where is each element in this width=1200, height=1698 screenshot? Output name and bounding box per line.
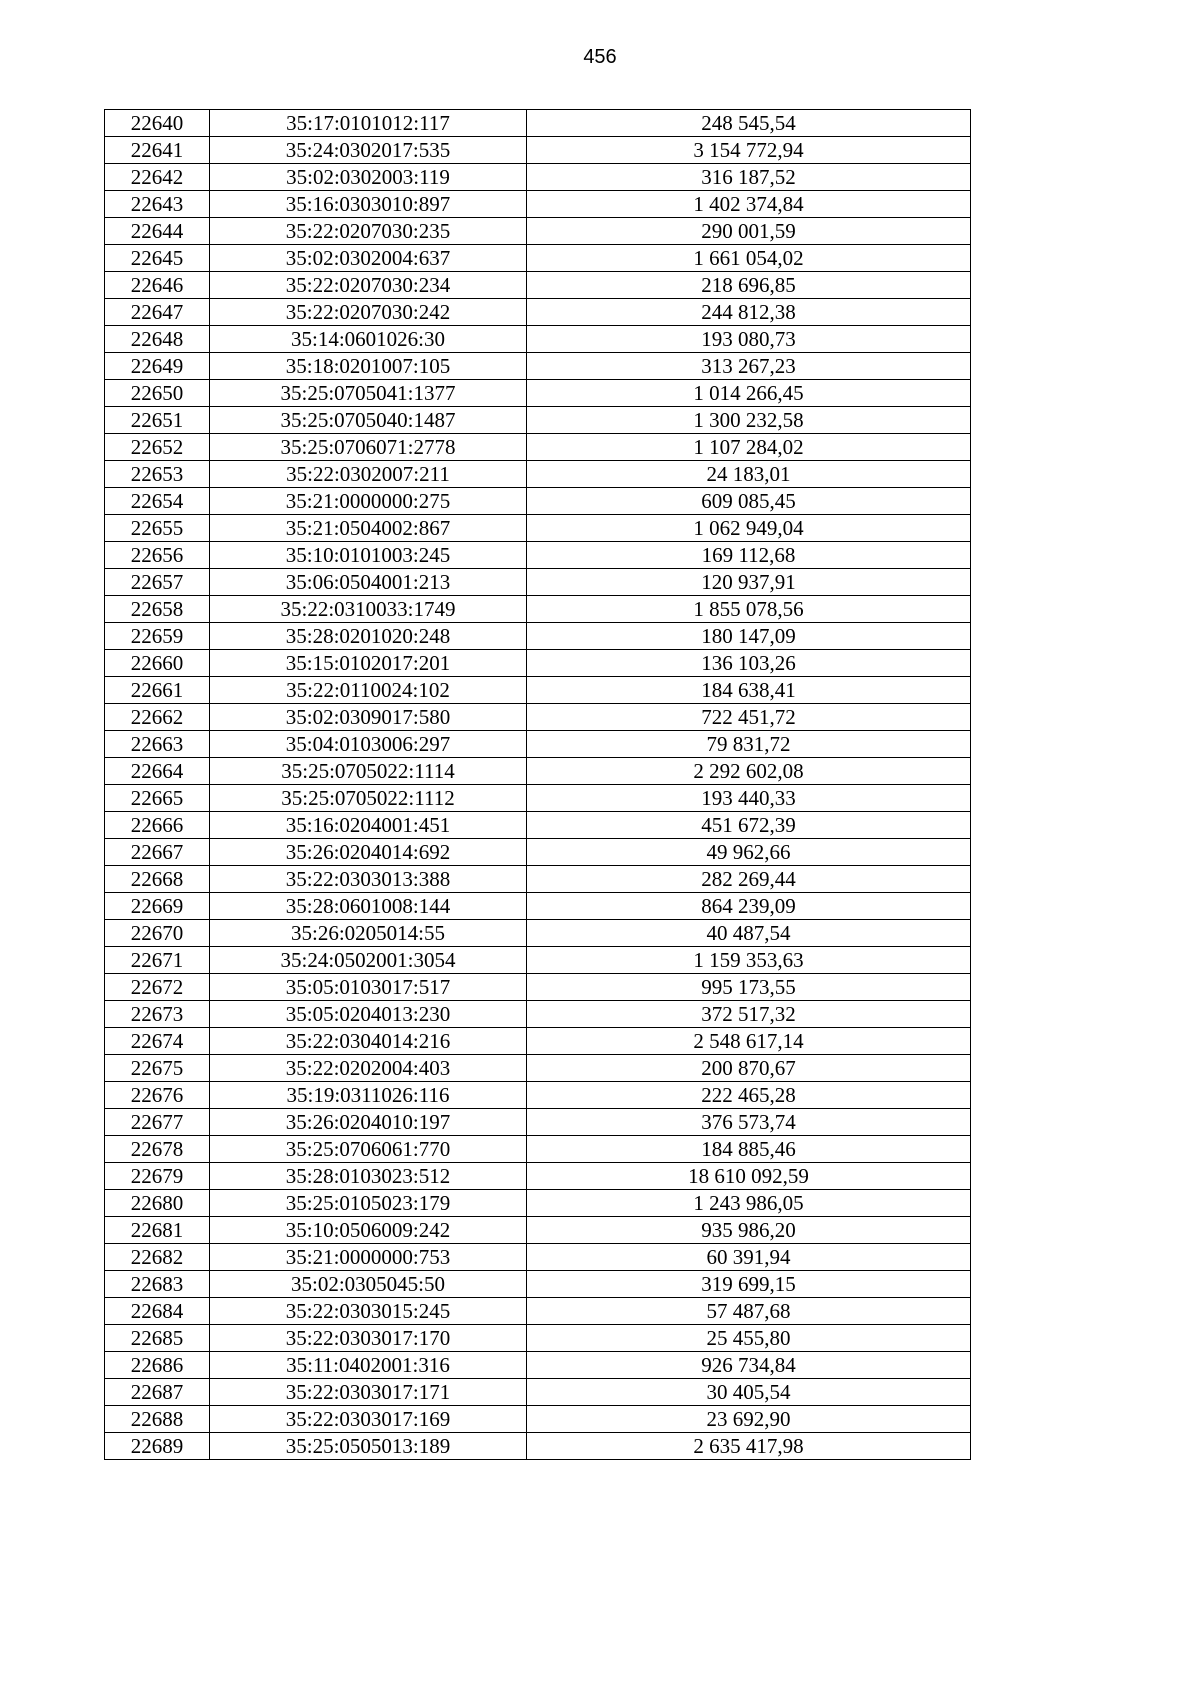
row-number-cell: 22683 [105,1271,210,1298]
registry-table-body [105,110,971,1460]
table-row [105,488,971,515]
value-cell: 995 173,55 [527,974,971,1001]
cadastral-number-cell: 35:28:0103023:512 [210,1163,527,1190]
row-number-cell: 22671 [105,947,210,974]
cadastral-number-cell: 35:22:0303017:169 [210,1406,527,1433]
table-row [105,1001,971,1028]
table-row [105,299,971,326]
row-number-cell: 22652 [105,434,210,461]
value-cell: 609 085,45 [527,488,971,515]
value-cell: 193 440,33 [527,785,971,812]
cadastral-number-cell: 35:06:0504001:213 [210,569,527,596]
cadastral-number-cell: 35:26:0205014:55 [210,920,527,947]
table-row [105,1244,971,1271]
cadastral-number-cell: 35:02:0302004:637 [210,245,527,272]
cadastral-number-cell: 35:16:0204001:451 [210,812,527,839]
cadastral-number-cell: 35:05:0204013:230 [210,1001,527,1028]
table-row [105,650,971,677]
table-row [105,407,971,434]
value-cell: 1 107 284,02 [527,434,971,461]
row-number-cell: 22681 [105,1217,210,1244]
table-row [105,1082,971,1109]
value-cell: 25 455,80 [527,1325,971,1352]
cadastral-number-cell: 35:25:0105023:179 [210,1190,527,1217]
value-cell: 120 937,91 [527,569,971,596]
row-number-cell: 22679 [105,1163,210,1190]
table-row [105,1379,971,1406]
table-row [105,974,971,1001]
cadastral-number-cell: 35:18:0201007:105 [210,353,527,380]
value-cell: 316 187,52 [527,164,971,191]
row-number-cell: 22644 [105,218,210,245]
cadastral-number-cell: 35:28:0601008:144 [210,893,527,920]
value-cell: 200 870,67 [527,1055,971,1082]
row-number-cell: 22677 [105,1109,210,1136]
cadastral-number-cell: 35:02:0302003:119 [210,164,527,191]
row-number-cell: 22664 [105,758,210,785]
value-cell: 722 451,72 [527,704,971,731]
registry-table [104,109,971,1460]
table-row [105,137,971,164]
cadastral-number-cell: 35:22:0207030:234 [210,272,527,299]
row-number-cell: 22676 [105,1082,210,1109]
cadastral-number-cell: 35:22:0207030:242 [210,299,527,326]
value-cell: 290 001,59 [527,218,971,245]
value-cell: 926 734,84 [527,1352,971,1379]
row-number-cell: 22669 [105,893,210,920]
cadastral-number-cell: 35:25:0705040:1487 [210,407,527,434]
value-cell: 1 159 353,63 [527,947,971,974]
row-number-cell: 22687 [105,1379,210,1406]
table-row [105,1406,971,1433]
cadastral-number-cell: 35:26:0204010:197 [210,1109,527,1136]
row-number-cell: 22670 [105,920,210,947]
row-number-cell: 22654 [105,488,210,515]
value-cell: 180 147,09 [527,623,971,650]
value-cell: 40 487,54 [527,920,971,947]
value-cell: 1 243 986,05 [527,1190,971,1217]
cadastral-number-cell: 35:21:0000000:753 [210,1244,527,1271]
value-cell: 60 391,94 [527,1244,971,1271]
cadastral-number-cell: 35:21:0504002:867 [210,515,527,542]
row-number-cell: 22684 [105,1298,210,1325]
row-number-cell: 22648 [105,326,210,353]
table-row [105,758,971,785]
value-cell: 18 610 092,59 [527,1163,971,1190]
table-row [105,947,971,974]
table-row [105,893,971,920]
row-number-cell: 22673 [105,1001,210,1028]
table-row [105,191,971,218]
row-number-cell: 22641 [105,137,210,164]
cadastral-number-cell: 35:17:0101012:117 [210,110,527,137]
value-cell: 49 962,66 [527,839,971,866]
table-row [105,434,971,461]
row-number-cell: 22675 [105,1055,210,1082]
value-cell: 248 545,54 [527,110,971,137]
row-number-cell: 22659 [105,623,210,650]
value-cell: 935 986,20 [527,1217,971,1244]
value-cell: 1 855 078,56 [527,596,971,623]
table-row [105,1190,971,1217]
cadastral-number-cell: 35:21:0000000:275 [210,488,527,515]
row-number-cell: 22661 [105,677,210,704]
table-row [105,515,971,542]
row-number-cell: 22672 [105,974,210,1001]
value-cell: 136 103,26 [527,650,971,677]
cadastral-number-cell: 35:10:0506009:242 [210,1217,527,1244]
table-row [105,272,971,299]
cadastral-number-cell: 35:24:0502001:3054 [210,947,527,974]
value-cell: 244 812,38 [527,299,971,326]
table-row [105,1325,971,1352]
cadastral-number-cell: 35:22:0310033:1749 [210,596,527,623]
row-number-cell: 22665 [105,785,210,812]
value-cell: 1 402 374,84 [527,191,971,218]
cadastral-number-cell: 35:22:0303017:170 [210,1325,527,1352]
cadastral-number-cell: 35:02:0305045:50 [210,1271,527,1298]
value-cell: 319 699,15 [527,1271,971,1298]
row-number-cell: 22649 [105,353,210,380]
row-number-cell: 22689 [105,1433,210,1460]
value-cell: 23 692,90 [527,1406,971,1433]
table-row [105,1136,971,1163]
value-cell: 218 696,85 [527,272,971,299]
row-number-cell: 22680 [105,1190,210,1217]
table-row [105,1352,971,1379]
table-row [105,785,971,812]
table-row [105,596,971,623]
cadastral-number-cell: 35:05:0103017:517 [210,974,527,1001]
value-cell: 376 573,74 [527,1109,971,1136]
value-cell: 372 517,32 [527,1001,971,1028]
value-cell: 864 239,09 [527,893,971,920]
cadastral-number-cell: 35:04:0103006:297 [210,731,527,758]
row-number-cell: 22647 [105,299,210,326]
cadastral-number-cell: 35:25:0705022:1112 [210,785,527,812]
value-cell: 2 548 617,14 [527,1028,971,1055]
cadastral-number-cell: 35:25:0705041:1377 [210,380,527,407]
row-number-cell: 22667 [105,839,210,866]
value-cell: 57 487,68 [527,1298,971,1325]
table-row [105,110,971,137]
cadastral-number-cell: 35:25:0706071:2778 [210,434,527,461]
value-cell: 313 267,23 [527,353,971,380]
row-number-cell: 22663 [105,731,210,758]
value-cell: 2 292 602,08 [527,758,971,785]
table-row [105,704,971,731]
cadastral-number-cell: 35:16:0303010:897 [210,191,527,218]
table-row [105,245,971,272]
row-number-cell: 22657 [105,569,210,596]
value-cell: 1 300 232,58 [527,407,971,434]
value-cell: 451 672,39 [527,812,971,839]
value-cell: 1 062 949,04 [527,515,971,542]
cadastral-number-cell: 35:10:0101003:245 [210,542,527,569]
value-cell: 30 405,54 [527,1379,971,1406]
table-row [105,731,971,758]
cadastral-number-cell: 35:11:0402001:316 [210,1352,527,1379]
cadastral-number-cell: 35:26:0204014:692 [210,839,527,866]
row-number-cell: 22688 [105,1406,210,1433]
row-number-cell: 22650 [105,380,210,407]
table-row [105,380,971,407]
value-cell: 1 014 266,45 [527,380,971,407]
row-number-cell: 22655 [105,515,210,542]
value-cell: 184 638,41 [527,677,971,704]
cadastral-number-cell: 35:24:0302017:535 [210,137,527,164]
table-row [105,1163,971,1190]
row-number-cell: 22662 [105,704,210,731]
value-cell: 79 831,72 [527,731,971,758]
table-row [105,1217,971,1244]
row-number-cell: 22666 [105,812,210,839]
row-number-cell: 22685 [105,1325,210,1352]
value-cell: 24 183,01 [527,461,971,488]
value-cell: 169 112,68 [527,542,971,569]
row-number-cell: 22682 [105,1244,210,1271]
row-number-cell: 22658 [105,596,210,623]
value-cell: 2 635 417,98 [527,1433,971,1460]
cadastral-number-cell: 35:22:0303013:388 [210,866,527,893]
table-row [105,461,971,488]
cadastral-number-cell: 35:25:0505013:189 [210,1433,527,1460]
cadastral-number-cell: 35:25:0705022:1114 [210,758,527,785]
table-row [105,326,971,353]
value-cell: 282 269,44 [527,866,971,893]
row-number-cell: 22660 [105,650,210,677]
table-row [105,623,971,650]
table-row [105,1271,971,1298]
cadastral-number-cell: 35:19:0311026:116 [210,1082,527,1109]
table-row [105,812,971,839]
row-number-cell: 22653 [105,461,210,488]
table-row [105,677,971,704]
table-row [105,866,971,893]
value-cell: 184 885,46 [527,1136,971,1163]
cadastral-number-cell: 35:02:0309017:580 [210,704,527,731]
table-row [105,569,971,596]
table-row [105,218,971,245]
row-number-cell: 22678 [105,1136,210,1163]
page-number: 456 [583,46,617,68]
row-number-cell: 22646 [105,272,210,299]
table-row [105,1298,971,1325]
cadastral-number-cell: 35:22:0304014:216 [210,1028,527,1055]
row-number-cell: 22656 [105,542,210,569]
table-row [105,1028,971,1055]
row-number-cell: 22668 [105,866,210,893]
table-row [105,1109,971,1136]
cadastral-number-cell: 35:22:0202004:403 [210,1055,527,1082]
cadastral-number-cell: 35:14:0601026:30 [210,326,527,353]
table-row [105,164,971,191]
value-cell: 193 080,73 [527,326,971,353]
cadastral-number-cell: 35:22:0303017:171 [210,1379,527,1406]
row-number-cell: 22640 [105,110,210,137]
row-number-cell: 22651 [105,407,210,434]
value-cell: 1 661 054,02 [527,245,971,272]
value-cell: 3 154 772,94 [527,137,971,164]
cadastral-number-cell: 35:25:0706061:770 [210,1136,527,1163]
table-row [105,542,971,569]
value-cell: 222 465,28 [527,1082,971,1109]
table-row [105,353,971,380]
cadastral-number-cell: 35:22:0303015:245 [210,1298,527,1325]
cadastral-number-cell: 35:28:0201020:248 [210,623,527,650]
cadastral-number-cell: 35:15:0102017:201 [210,650,527,677]
table-row [105,1433,971,1460]
table-row [105,839,971,866]
table-row [105,920,971,947]
cadastral-number-cell: 35:22:0302007:211 [210,461,527,488]
row-number-cell: 22643 [105,191,210,218]
row-number-cell: 22642 [105,164,210,191]
row-number-cell: 22674 [105,1028,210,1055]
table-row [105,1055,971,1082]
cadastral-number-cell: 35:22:0110024:102 [210,677,527,704]
row-number-cell: 22645 [105,245,210,272]
row-number-cell: 22686 [105,1352,210,1379]
cadastral-number-cell: 35:22:0207030:235 [210,218,527,245]
